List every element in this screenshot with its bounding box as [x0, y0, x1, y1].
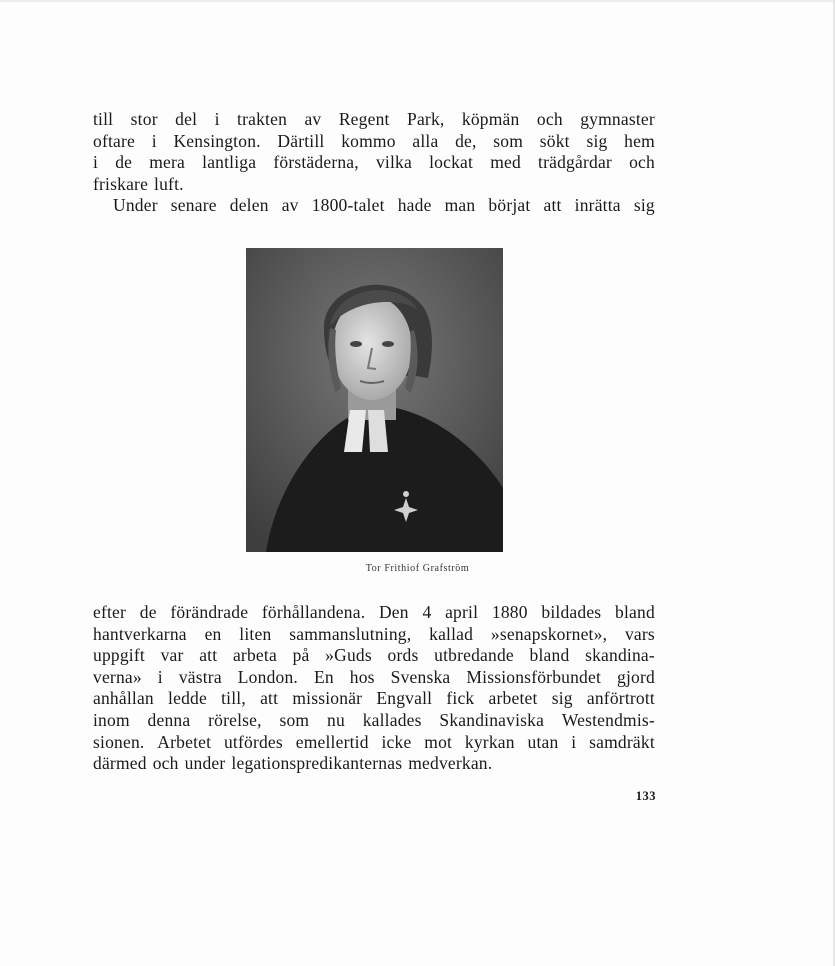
- word: anhållan: [93, 688, 154, 709]
- word: hantverkarna: [93, 623, 187, 644]
- word: gjord: [617, 666, 655, 687]
- word: 1800-talet: [311, 195, 385, 216]
- word: stor: [130, 109, 158, 129]
- page-number: 133: [635, 789, 656, 803]
- text-line: [93, 131, 655, 153]
- word: mot: [424, 731, 453, 752]
- text-line: [93, 667, 655, 689]
- word: 1880: [491, 602, 528, 622]
- word: Under: [113, 195, 158, 216]
- word: till: [93, 109, 114, 129]
- word: de: [139, 602, 157, 622]
- word: i: [93, 152, 99, 173]
- word: och: [152, 753, 179, 774]
- word: hem: [624, 130, 655, 151]
- word: och: [629, 152, 655, 173]
- word: efter: [93, 602, 127, 622]
- word: kallad: [429, 623, 474, 644]
- word: inom: [93, 709, 130, 730]
- word: alla: [412, 130, 439, 151]
- word: inrätta: [574, 195, 621, 216]
- page-top-edge: [0, 0, 835, 2]
- body-text-bottom: [93, 602, 655, 775]
- word: trakten: [237, 109, 288, 129]
- word: samdräkt: [589, 731, 655, 752]
- text-line: [93, 109, 655, 131]
- word: »senapskornet»,: [490, 623, 608, 644]
- word: rörelse,: [208, 709, 262, 730]
- word: Kensington.: [173, 130, 261, 151]
- word: Engvall: [376, 688, 433, 709]
- word: Skandinaviska: [439, 709, 545, 730]
- word: lantliga: [202, 152, 257, 173]
- word: i: [151, 130, 157, 151]
- word: luft.: [154, 173, 184, 194]
- word: trädgårdar: [538, 152, 612, 173]
- portrait-image: [246, 248, 503, 552]
- word: fick: [446, 688, 475, 709]
- word: del: [175, 109, 198, 129]
- word: Westendmis-: [561, 709, 655, 730]
- word: arbeta: [232, 645, 277, 666]
- word: var: [160, 645, 184, 666]
- text-line: [93, 688, 655, 710]
- word: kyrkan: [464, 731, 515, 752]
- word: köpmän: [461, 109, 520, 129]
- word: utan: [527, 731, 559, 752]
- word: Svenska: [390, 666, 451, 687]
- word: utbredande: [434, 645, 514, 666]
- word: Därtill: [277, 130, 325, 151]
- word: sig: [586, 130, 608, 151]
- word: verna»: [93, 666, 142, 687]
- word: västra: [178, 666, 222, 687]
- word: sig: [633, 195, 655, 216]
- text-line: [93, 174, 655, 196]
- word: i: [157, 666, 163, 687]
- text-line: [93, 602, 655, 624]
- word: och: [536, 109, 563, 129]
- word: på: [292, 645, 310, 666]
- word: av: [304, 109, 322, 129]
- portrait-photo: [246, 248, 503, 552]
- word: april: [445, 602, 479, 622]
- word: Den: [378, 602, 409, 622]
- word: en: [204, 623, 222, 644]
- word: av: [281, 195, 299, 216]
- word: man: [444, 195, 476, 216]
- text-line: [93, 195, 655, 217]
- word: legationspredikanternas: [231, 753, 403, 774]
- word: i: [571, 731, 577, 752]
- word: de: [115, 152, 133, 173]
- word: mera: [149, 152, 186, 173]
- word: arbetet: [488, 688, 538, 709]
- word: sammanslutning,: [289, 623, 412, 644]
- text-line: [93, 624, 655, 646]
- body-text-top: [93, 109, 655, 217]
- word: hade: [397, 195, 432, 216]
- word: sökt: [539, 130, 570, 151]
- word: medverkan.: [408, 753, 493, 774]
- word: att: [199, 645, 218, 666]
- word: vilka: [375, 152, 412, 173]
- word: som: [493, 130, 524, 151]
- word: med: [490, 152, 521, 173]
- word: emellertid: [295, 731, 369, 752]
- word: sig: [551, 688, 573, 709]
- word: att: [260, 688, 279, 709]
- word: Missionsförbundet: [466, 666, 602, 687]
- word: förändrade: [170, 602, 249, 622]
- word: till,: [221, 688, 246, 709]
- word: börjat: [488, 195, 531, 216]
- word: 4: [422, 602, 432, 622]
- word: nu: [327, 709, 345, 730]
- word: kallades: [362, 709, 422, 730]
- word: senare: [170, 195, 217, 216]
- word: hos: [349, 666, 375, 687]
- figure-caption: Tor Frithiof Grafström: [365, 563, 470, 574]
- word: i: [214, 109, 220, 129]
- text-line: [93, 753, 655, 775]
- word: delen: [229, 195, 269, 216]
- word: lockat: [429, 152, 474, 173]
- word: därmed: [93, 753, 147, 774]
- word: sionen.: [93, 731, 145, 752]
- word: under: [184, 753, 226, 774]
- word: liten: [239, 623, 272, 644]
- word: friskare: [93, 173, 149, 194]
- word: skandina-: [585, 645, 655, 666]
- word: som: [279, 709, 310, 730]
- text-line: [93, 732, 655, 754]
- word: ledde: [168, 688, 207, 709]
- word: oftare: [93, 130, 136, 151]
- word: förstäderna,: [273, 152, 359, 173]
- word: kommo: [341, 130, 396, 151]
- word: icke: [381, 731, 412, 752]
- text-line: [93, 710, 655, 732]
- word: anförtrott: [586, 688, 655, 709]
- word: förhållandena.: [261, 602, 366, 622]
- word: bland: [615, 602, 655, 622]
- text-line: [93, 152, 655, 174]
- word: vars: [624, 623, 655, 644]
- word: Arbetet: [157, 731, 212, 752]
- word: de,: [455, 130, 477, 151]
- word: bildades: [541, 602, 602, 622]
- word: En: [313, 666, 334, 687]
- word: att: [543, 195, 562, 216]
- word: Regent: [338, 109, 390, 129]
- word: utfördes: [223, 731, 283, 752]
- word: gymnaster: [580, 109, 655, 129]
- word: Park,: [407, 109, 445, 129]
- word: ords: [387, 645, 419, 666]
- word: denna: [147, 709, 191, 730]
- word: bland: [529, 645, 570, 666]
- word: »Guds: [325, 645, 372, 666]
- word: missionär: [292, 688, 363, 709]
- text-line: [93, 645, 655, 667]
- word: uppgift: [93, 645, 145, 666]
- word: London.: [237, 666, 298, 687]
